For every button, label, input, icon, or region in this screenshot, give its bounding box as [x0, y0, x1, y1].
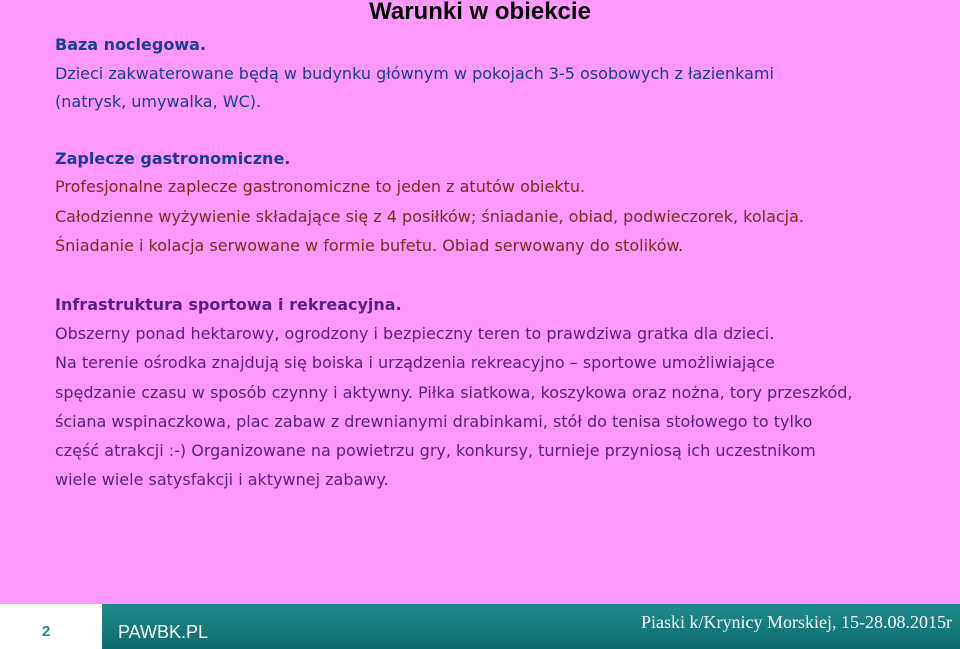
kitchen-line: Całodzienne wyżywienie składające się z 4 posiłków; śniadanie, obiad, podwieczorek, kolacja. [55, 207, 804, 226]
sports-line: wiele wiele satysfakcji i aktywnej zabawy. [55, 470, 389, 489]
sports-line: Obszerny ponad hektarowy, ogrodzony i bezpieczny teren to prawdziwa gratka dla dzieci. [55, 324, 775, 343]
footer-bar [0, 604, 960, 649]
sports-line: ściana wspinaczkowa, plac zabaw z drewnianymi drabinkami, stół do tenisa stołowego to tylko [55, 412, 813, 431]
footer-site: PAWBK.PL [118, 622, 209, 642]
footer-location-date: Piaski k/Krynicy Morskiej, 15-28.08.2015r [641, 612, 952, 632]
sports-line: Na terenie ośrodka znajdują się boiska i urządzenia rekreacyjno – sportowe umożliwiające [55, 353, 775, 372]
kitchen-line: Śniadanie i kolacja serwowane w formie bufetu. Obiad serwowany do stolików. [55, 236, 684, 255]
kitchen-heading: Zaplecze gastronomiczne. [55, 149, 291, 168]
kitchen-line: Profesjonalne zaplecze gastronomiczne to jeden z atutów obiektu. [55, 177, 586, 196]
sports-heading: Infrastruktura sportowa i rekreacyjna. [55, 295, 402, 314]
slide-number-box [0, 604, 102, 649]
accommodation-line: Dzieci zakwaterowane będą w budynku głównym w pokojach 3-5 osobowych z łazienkami [55, 64, 774, 83]
page-title: Warunki w obiekcie [369, 0, 591, 25]
accommodation-line: (natrysk, umywalka, WC). [55, 92, 262, 111]
accommodation-heading: Baza noclegowa. [55, 35, 206, 54]
sports-line: część atrakcji :-) Organizowane na powietrzu gry, konkursy, turnieje przyniosą ich uczestnikom [55, 441, 816, 460]
sports-line: spędzanie czasu w sposób czynny i aktywny. Piłka siatkowa, koszykowa oraz nożna, tory przeszkód, [55, 383, 853, 402]
slide-number: 2 [42, 623, 51, 640]
